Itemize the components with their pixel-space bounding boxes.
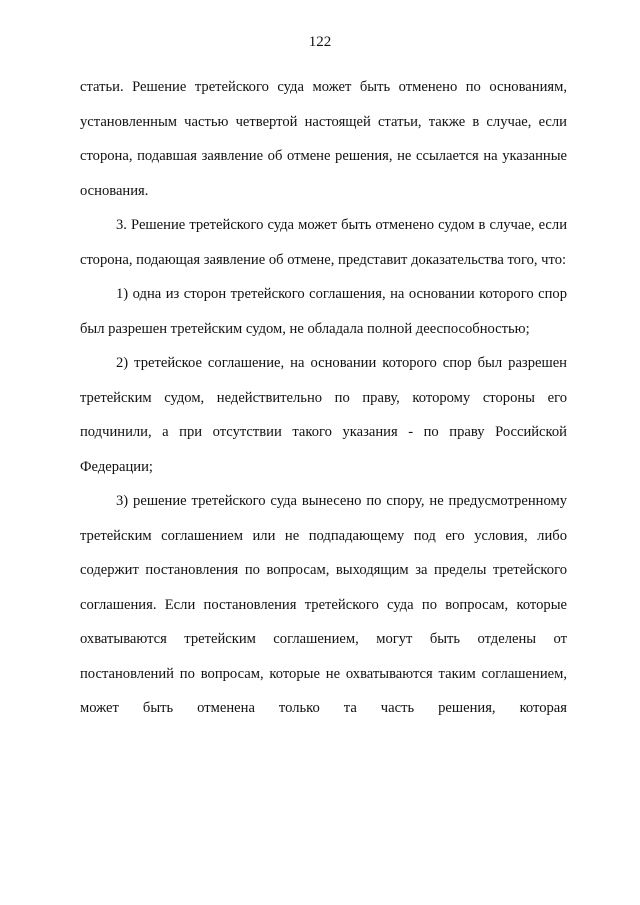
paragraph-continuation: статьи. Решение третейского суда может быть отменено по основаниям, установленным частью четвертой настоящей статьи, также в случае, если сторона, подавшая заявление об отмене решения, не ссылается на указанные основания. [80,79,567,199]
page-number: 122 [308,34,332,50]
paragraph-subitem-3: 3) решение третейского суда вынесено по спору, не предусмотренному третейским соглашением или не подпадающему под его условия, либо содержит постановления по вопросам, выходящим за пределы третейского соглашения. Если постановления третейского суда по вопросам, которые охватываются третейским соглашением, могут быть отделены от постановлений по вопросам, которые не охватываются таким соглашением, может быть отменена только та часть решения, которая [80,493,567,716]
paragraph-subitem-2: 2) третейское соглашение, на основании которого спор был разрешен третейским судом, недействительно по праву, которому стороны его подчинили, а при отсутствии такого указания - по праву Российской Федерации; [80,355,567,475]
document-body [80,70,567,726]
paragraph-item-3: 3. Решение третейского суда может быть отменено судом в случае, если сторона, подающая заявление об отмене, представит доказательства того, что: [80,217,567,268]
paragraph-subitem-1: 1) одна из сторон третейского соглашения, на основании которого спор был разрешен третейским судом, не обладала полной дееспособностью; [80,286,567,337]
